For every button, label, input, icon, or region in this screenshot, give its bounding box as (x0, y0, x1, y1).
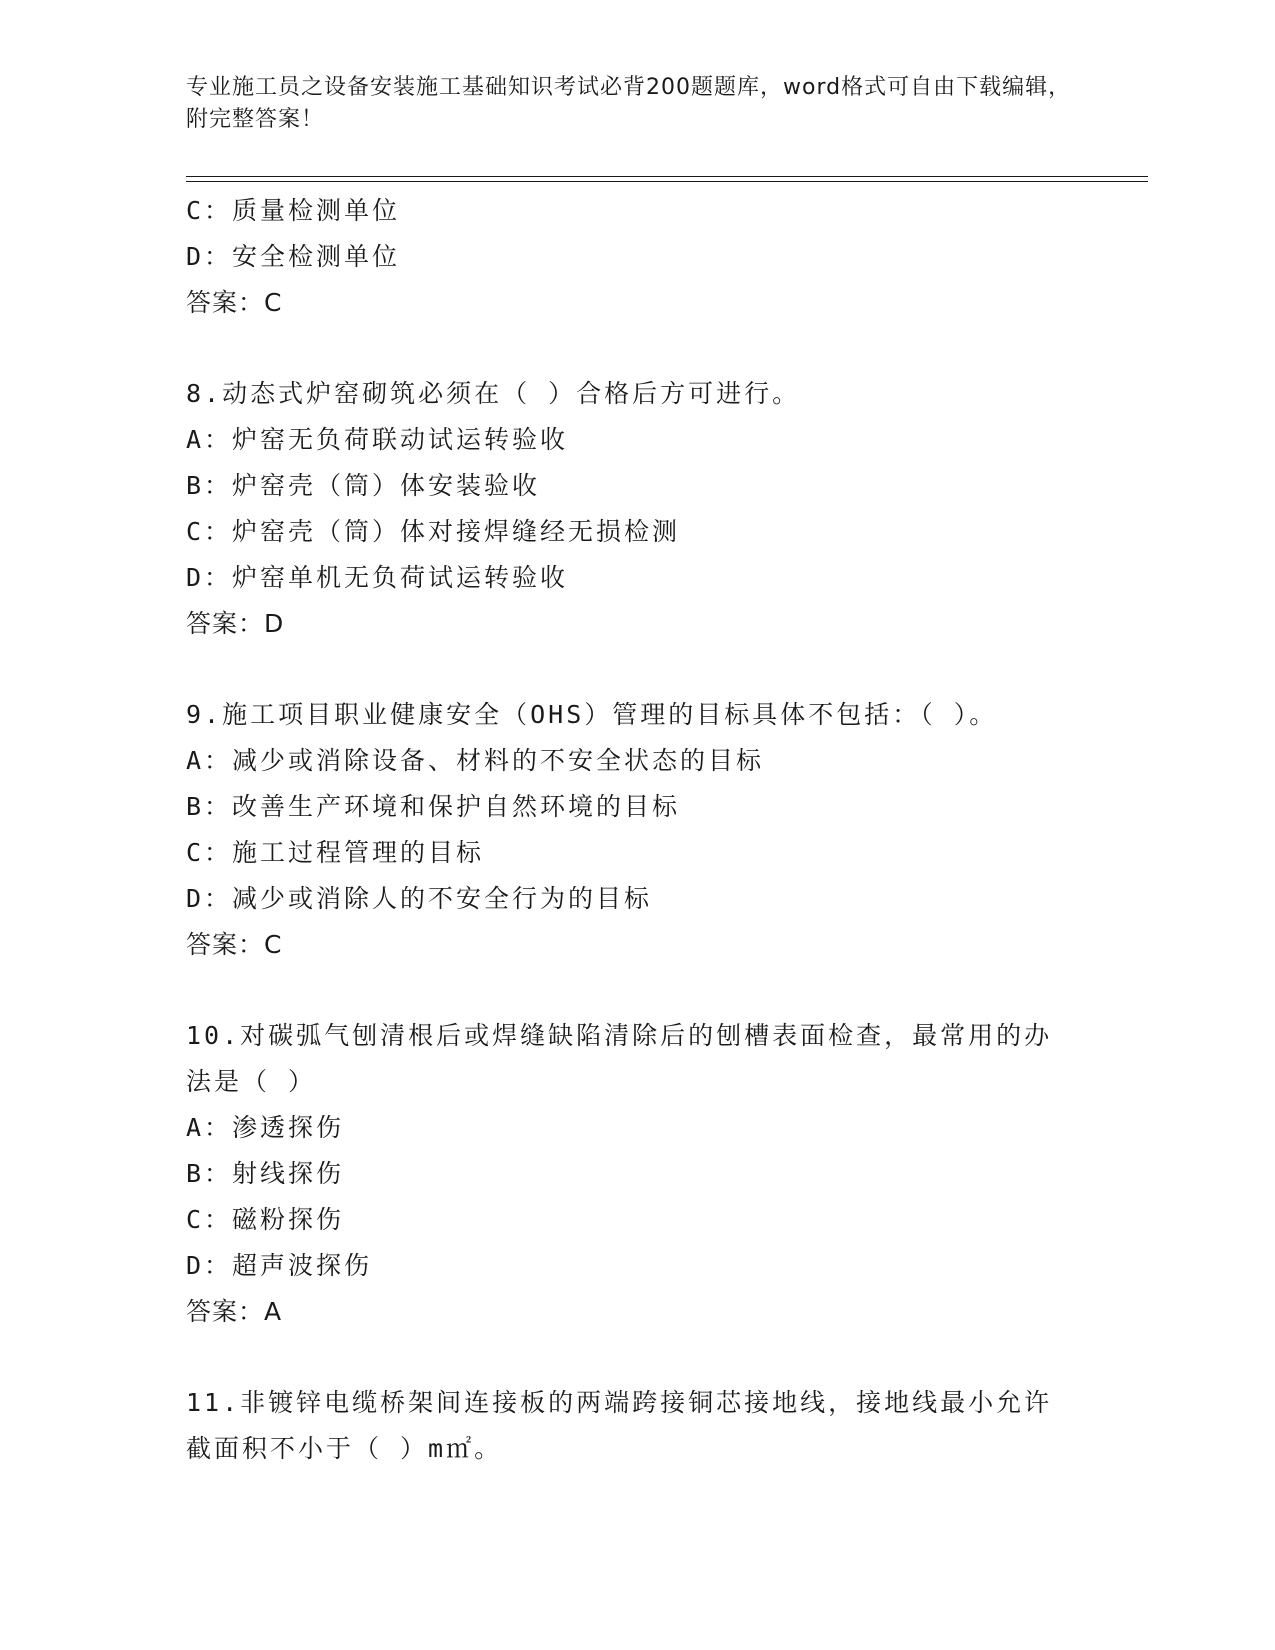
question-9 (186, 692, 1106, 968)
option-d: D：炉窑单机无负荷试运转验收 (186, 563, 569, 592)
answer: 答案：A (186, 1297, 283, 1326)
header-divider-top (186, 176, 1148, 177)
spacer (186, 326, 1106, 371)
answer: 答案：D (186, 609, 285, 638)
option-b: B：射线探伤 (186, 1159, 345, 1188)
question-8 (186, 371, 1106, 647)
option-c: C：质量检测单位 (186, 196, 401, 225)
question-stem-line-1: 10.对碳弧气刨清根后或焊缝缺陷清除后的刨槽表面检查，最常用的办 (186, 1021, 1053, 1050)
question-10 (186, 1013, 1106, 1335)
question-stem: 9.施工项目职业健康安全（OHS）管理的目标具体不包括：（ ）。 (186, 700, 998, 729)
document-header (186, 72, 1086, 136)
option-a: A：减少或消除设备、材料的不安全状态的目标 (186, 746, 765, 775)
question-7-tail (186, 188, 1106, 326)
option-d: D：减少或消除人的不安全行为的目标 (186, 884, 653, 913)
document-title: 专业施工员之设备安装施工基础知识考试必背200题题库，word格式可自由下载编辑，附完整答案！ (186, 75, 1072, 132)
option-a: A：炉窑无负荷联动试运转验收 (186, 425, 569, 454)
option-c: C：施工过程管理的目标 (186, 838, 485, 867)
spacer (186, 647, 1106, 692)
question-11 (186, 1380, 1106, 1472)
option-a: A：渗透探伤 (186, 1113, 345, 1142)
option-c: C：磁粉探伤 (186, 1205, 345, 1234)
option-d: D：超声波探伤 (186, 1251, 373, 1280)
question-list (186, 188, 1106, 1472)
option-b: B：炉窑壳（筒）体安装验收 (186, 471, 541, 500)
answer: 答案：C (186, 288, 283, 317)
answer: 答案：C (186, 930, 283, 959)
option-b: B：改善生产环境和保护自然环境的目标 (186, 792, 681, 821)
question-stem: 8.动态式炉窑砌筑必须在（ ）合格后方可进行。 (186, 379, 801, 408)
question-stem-line-1: 11.非镀锌电缆桥架间连接板的两端跨接铜芯接地线，接地线最小允许 (186, 1388, 1053, 1417)
question-stem-line-2: 截面积不小于（ ）m㎡。 (186, 1434, 503, 1463)
spacer (186, 1335, 1106, 1380)
spacer (186, 968, 1106, 1013)
option-c: C：炉窑壳（筒）体对接焊缝经无损检测 (186, 517, 681, 546)
header-divider-bottom (186, 181, 1148, 182)
option-d: D：安全检测单位 (186, 242, 401, 271)
question-stem-line-2: 法是（ ） (186, 1067, 317, 1096)
